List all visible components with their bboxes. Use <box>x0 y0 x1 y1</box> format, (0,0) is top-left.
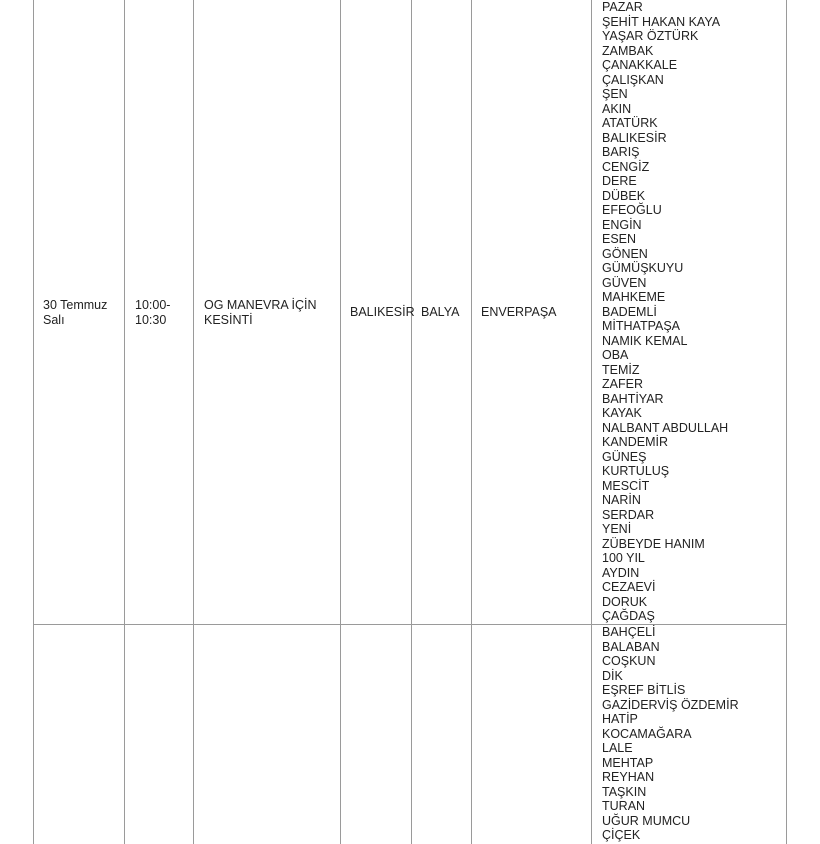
street-item: BADEMLİ <box>602 304 657 319</box>
column-border <box>33 0 34 844</box>
street-item: CEZAEVİ <box>602 580 656 594</box>
district-cell: BALYA <box>421 305 460 319</box>
street-item: BALABAN <box>602 639 660 654</box>
street-item: CENGİZ <box>602 159 650 174</box>
street-item: MİTHATPAŞA <box>602 319 681 333</box>
street-item: KAYAK <box>602 406 642 420</box>
street-item: REYHAN <box>602 770 655 784</box>
province-cell: BALIKESİR <box>350 305 415 319</box>
street-item: TURAN <box>602 799 646 813</box>
time-end: 10:30 <box>135 313 167 327</box>
street-item: ÇAĞDAŞ <box>602 609 655 623</box>
street-item: MAHKEME <box>602 290 666 304</box>
reason-line-1: OG MANEVRA İÇİN <box>204 298 317 312</box>
column-border <box>591 0 592 844</box>
street-item: DÜBEK <box>602 188 646 203</box>
street-item: NARİN <box>602 493 641 507</box>
street-item: HATİP <box>602 712 638 726</box>
date-cell <box>43 298 107 328</box>
street-item: 100 YIL <box>602 551 645 565</box>
date-weekday: Salı <box>43 313 65 327</box>
street-item: YENİ <box>602 522 632 536</box>
reason-cell <box>204 298 317 328</box>
street-item: GÜMÜŞKUYU <box>602 261 684 275</box>
street-item: MESCİT <box>602 478 650 493</box>
street-item: ÇİÇEK <box>602 828 641 842</box>
street-item: DORUK <box>602 594 648 609</box>
street-item: ZAFER <box>602 377 643 391</box>
street-item: GAZİDERVİŞ ÖZDEMİR <box>602 697 739 712</box>
street-item: EŞREF BİTLİS <box>602 683 686 697</box>
street-item: ŞEN <box>602 87 628 101</box>
street-list <box>602 625 739 843</box>
street-item: KANDEMİR <box>602 435 668 449</box>
street-item: YAŞAR ÖZTÜRK <box>602 29 699 43</box>
column-border <box>193 0 194 844</box>
street-item: GÜVEN <box>602 275 647 290</box>
street-item: ÇANAKKALE <box>602 58 678 72</box>
street-item: TEMİZ <box>602 362 640 377</box>
street-item: SERDAR <box>602 507 655 522</box>
street-item: OBA <box>602 348 629 362</box>
column-border <box>340 0 341 844</box>
street-item: BALIKESİR <box>602 130 667 145</box>
street-item: MEHTAP <box>602 755 654 770</box>
reason-line-2: KESİNTİ <box>204 313 253 327</box>
street-item: ESEN <box>602 232 637 246</box>
street-item: LALE <box>602 741 633 755</box>
street-item: KURTULUŞ <box>602 464 670 478</box>
street-item: KOCAMAĞARA <box>602 726 692 741</box>
street-item: AKIN <box>602 101 632 116</box>
street-item: ŞEHİT HAKAN KAYA <box>602 14 721 29</box>
street-item: GÜNEŞ <box>602 449 647 464</box>
column-border <box>471 0 472 844</box>
street-list <box>602 0 728 624</box>
column-border <box>786 0 787 844</box>
street-item: NALBANT ABDULLAH <box>602 420 729 435</box>
street-item: EFEOĞLU <box>602 203 662 217</box>
street-item: DERE <box>602 174 637 188</box>
street-item: BARIŞ <box>602 145 640 159</box>
street-item: ENGİN <box>602 217 642 232</box>
column-border <box>124 0 125 844</box>
neighborhood-cell: ENVERPAŞA <box>481 305 557 319</box>
street-item: ÇALIŞKAN <box>602 72 664 87</box>
street-item: TAŞKIN <box>602 784 647 799</box>
time-cell <box>135 298 170 328</box>
street-item: ZAMBAK <box>602 43 654 58</box>
time-start: 10:00- <box>135 298 171 312</box>
street-item: COŞKUN <box>602 654 656 668</box>
street-item: GÖNEN <box>602 246 648 261</box>
date-day: 30 Temmuz <box>43 298 108 312</box>
street-item: ZÜBEYDE HANIM <box>602 536 705 551</box>
street-item: ATATÜRK <box>602 116 658 130</box>
street-item: PAZAR <box>602 0 643 14</box>
column-border <box>411 0 412 844</box>
street-item: BAHÇELİ <box>602 625 656 639</box>
street-item: AYDIN <box>602 565 640 580</box>
street-item: BAHTİYAR <box>602 391 664 406</box>
street-item: UĞUR MUMCU <box>602 813 691 828</box>
street-item: DİK <box>602 668 623 683</box>
street-item: NAMIK KEMAL <box>602 333 688 348</box>
